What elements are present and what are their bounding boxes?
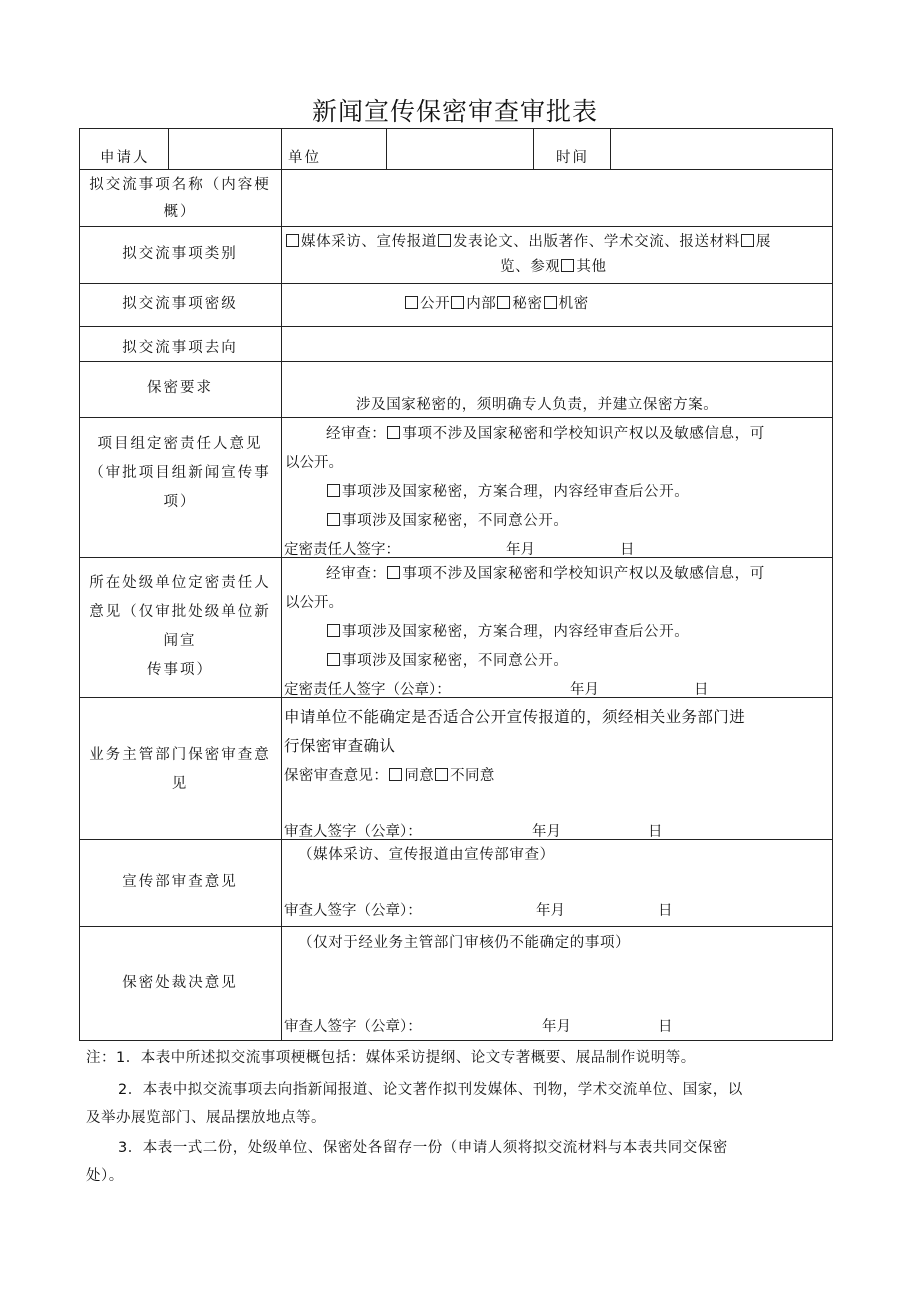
- unit-option-no-secret: 事项不涉及国家秘密和学校知识产权以及敏感信息，可: [402, 566, 765, 582]
- secrecy-requirement-text: 涉及国家秘密的，须明确专人负责，并建立保密方案。: [356, 397, 719, 413]
- unit-option-secret-approved: 事项涉及国家秘密，方案合理，内容经审查后公开。: [342, 624, 690, 640]
- dept-sign-day: 日: [648, 824, 663, 840]
- security-sign-day: 日: [658, 1019, 673, 1035]
- checkbox-secret[interactable]: [497, 296, 510, 309]
- time-value[interactable]: [614, 133, 828, 165]
- checkbox-project-secret-approved[interactable]: [327, 484, 340, 497]
- row-divider: [80, 326, 832, 327]
- propaganda-sign-month: 年月: [536, 903, 565, 919]
- propaganda-sign-day: 日: [658, 903, 673, 919]
- matter-level-label: 拟交流事项密级: [122, 296, 238, 312]
- dept-opinion-choice: [284, 762, 495, 791]
- project-opinion-line4: [326, 507, 569, 536]
- note-1: 注：1．本表中所述拟交流事项梗概包括：媒体采访提纲、论文专著概要、展品制作说明等。: [86, 1050, 696, 1066]
- dept-option-agree: 同意: [404, 768, 435, 784]
- unit-opinion-label-line2: 意见（仅审批处级单位新: [89, 604, 271, 620]
- dept-opinion-label: [80, 741, 280, 799]
- matter-name-value[interactable]: [286, 173, 826, 223]
- project-sign-day: 日: [620, 542, 635, 558]
- option-media: 媒体采访、宣传报道: [301, 234, 437, 250]
- project-opinion-line1: [326, 420, 765, 449]
- row-divider: [80, 169, 832, 170]
- unit-opinion-label: [80, 569, 280, 685]
- option-confidential: 机密: [558, 296, 589, 312]
- checkbox-dept-agree[interactable]: [389, 768, 402, 781]
- column-divider: [533, 129, 534, 169]
- dept-opinion-line1: 申请单位不能确定是否适合公开宣传报道的，须经相关业务部门进: [284, 708, 746, 726]
- row-divider: [80, 926, 832, 927]
- propaganda-sign-label: 审查人签字（公章）：: [284, 903, 422, 919]
- matter-name-label-line2: 概）: [163, 204, 197, 220]
- option-internal: 内部: [466, 296, 497, 312]
- project-opinion-label-line2: （审批项目组新闻宣传事: [89, 465, 271, 481]
- row-divider: [80, 839, 832, 840]
- column-divider: [386, 129, 387, 169]
- unit-opinion-line3: [326, 618, 689, 647]
- project-opinion-line2: 以公开。: [285, 455, 343, 471]
- matter-name-label-line1: 拟交流事项名称（内容梗: [89, 177, 271, 193]
- unit-sign-day: 日: [694, 682, 709, 698]
- checkbox-exhibition[interactable]: [741, 234, 754, 247]
- note-3-line2: 处）。: [86, 1168, 124, 1184]
- option-secret: 秘密: [512, 296, 543, 312]
- unit-opinion-line4: [326, 647, 569, 676]
- matter-destination-value[interactable]: [286, 329, 826, 357]
- project-opinion-label: [80, 430, 280, 517]
- checkbox-project-no-secret[interactable]: [387, 426, 400, 439]
- propaganda-opinion-label: 宣传部审查意见: [122, 874, 238, 890]
- checkbox-media[interactable]: [286, 234, 299, 247]
- checkbox-dept-disagree[interactable]: [435, 768, 448, 781]
- checkbox-public[interactable]: [405, 296, 418, 309]
- dept-sign-month: 年月: [532, 824, 561, 840]
- option-other: 其他: [576, 259, 607, 275]
- unit-opinion-line1: [326, 560, 765, 589]
- security-opinion-note: （仅对于经业务主管部门审核仍不能确定的事项）: [298, 935, 631, 951]
- unit-opinion-label-line3: 闻宣: [163, 633, 197, 649]
- project-option-secret-approved: 事项涉及国家秘密，方案合理，内容经审查后公开。: [342, 484, 690, 500]
- checkbox-unit-secret-denied[interactable]: [327, 653, 340, 666]
- project-review-prefix: 经审查：: [326, 426, 387, 442]
- row-divider: [80, 283, 832, 284]
- checkbox-confidential[interactable]: [544, 296, 557, 309]
- option-paper: 发表论文、出版著作、学术交流、报送材料: [452, 234, 740, 250]
- dept-option-disagree: 不同意: [450, 768, 495, 784]
- project-option-no-secret: 事项不涉及国家秘密和学校知识产权以及敏感信息，可: [402, 426, 765, 442]
- unit-sign-month: 年月: [570, 682, 599, 698]
- project-sign-label: 定密责任人签字：: [284, 542, 400, 558]
- unit-option-secret-denied: 事项涉及国家秘密，不同意公开。: [342, 653, 569, 669]
- checkbox-project-secret-denied[interactable]: [327, 513, 340, 526]
- applicant-label: 申请人: [100, 150, 150, 166]
- unit-sign-label: 定密责任人签字（公章）：: [284, 682, 451, 698]
- security-opinion-label: 保密处裁决意见: [122, 975, 238, 991]
- unit-opinion-label-line1: 所在处级单位定密责任人: [89, 575, 271, 591]
- matter-level-options: [404, 290, 589, 319]
- dept-opinion-prefix: 保密审查意见：: [284, 768, 389, 784]
- dept-opinion-label-line2: 见: [171, 776, 189, 792]
- note-2-line2: 及举办展览部门、展品摆放地点等。: [86, 1110, 326, 1126]
- security-sign-label: 审查人签字（公章）：: [284, 1019, 422, 1035]
- page-title: 新闻宣传保密审查审批表: [311, 97, 598, 126]
- column-divider: [610, 129, 611, 169]
- checkbox-other[interactable]: [561, 259, 574, 272]
- note-2-line1: 2．本表中拟交流事项去向指新闻报道、论文著作拟刊发媒体、刊物，学术交流单位、国家，以: [118, 1082, 743, 1098]
- unit-opinion-line2: 以公开。: [285, 595, 343, 611]
- note-3-line1: 3．本表一式二份，处级单位、保密处各留存一份（申请人须将拟交流材料与本表共同交保密: [118, 1140, 728, 1156]
- applicant-value[interactable]: [172, 133, 276, 165]
- time-label: 时间: [556, 150, 589, 166]
- unit-value[interactable]: [390, 133, 528, 165]
- secrecy-requirement-label: 保密要求: [147, 380, 213, 396]
- checkbox-unit-no-secret[interactable]: [387, 566, 400, 579]
- project-opinion-label-line1: 项目组定密责任人意见: [97, 436, 263, 452]
- matter-category-options-line2: [500, 253, 607, 282]
- unit-label: 单位: [288, 150, 321, 166]
- unit-review-prefix: 经审查：: [326, 566, 387, 582]
- checkbox-paper[interactable]: [438, 234, 451, 247]
- matter-destination-label: 拟交流事项去向: [122, 340, 238, 356]
- row-divider: [80, 697, 832, 698]
- dept-sign-label: 审查人签字（公章）：: [284, 824, 422, 840]
- project-sign-month: 年月: [506, 542, 535, 558]
- column-divider: [281, 169, 282, 1040]
- project-opinion-label-line3: 项）: [163, 494, 197, 510]
- project-option-secret-denied: 事项涉及国家秘密，不同意公开。: [342, 513, 569, 529]
- option-exhibition-start: 展: [755, 234, 771, 250]
- approval-form-table: [79, 128, 833, 1041]
- dept-opinion-line2: 行保密审查确认: [284, 737, 396, 755]
- project-opinion-line3: [326, 478, 689, 507]
- column-divider: [168, 129, 169, 169]
- option-public: 公开: [420, 296, 451, 312]
- option-exhibition-end: 览、参观: [500, 259, 561, 275]
- checkbox-unit-secret-approved[interactable]: [327, 624, 340, 637]
- security-sign-month: 年月: [542, 1019, 571, 1035]
- unit-opinion-label-line4: 传事项）: [147, 662, 213, 678]
- row-divider: [80, 557, 832, 558]
- column-divider: [281, 129, 282, 169]
- checkbox-internal[interactable]: [451, 296, 464, 309]
- matter-name-label: [80, 171, 280, 227]
- propaganda-opinion-note: （媒体采访、宣传报道由宣传部审查）: [298, 847, 555, 863]
- dept-opinion-label-line1: 业务主管部门保密审查意: [89, 747, 271, 763]
- matter-category-label: 拟交流事项类别: [122, 246, 238, 262]
